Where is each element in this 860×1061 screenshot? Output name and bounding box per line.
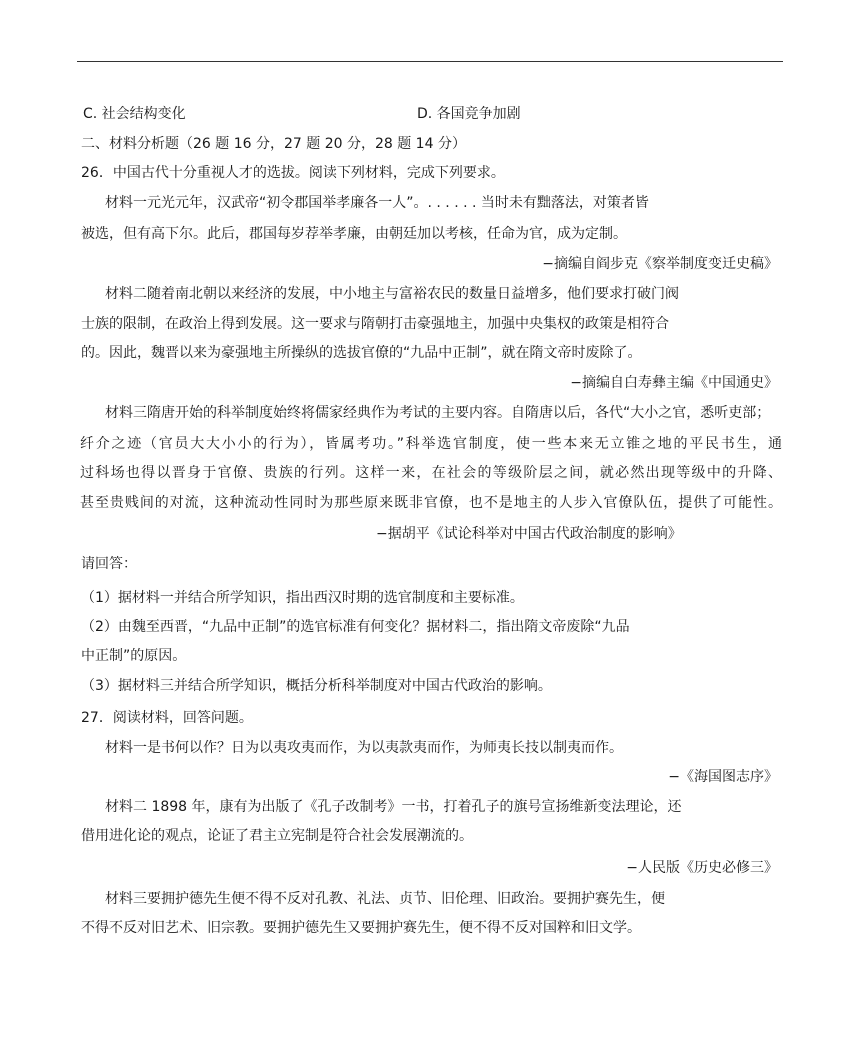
q27-material-3-line: 材料三要拥护德先生便不得不反对孔教、礼法、贞节、旧伦理、旧政治。要拥护赛先生，便	[105, 891, 665, 907]
q27-material-1: 材料一是书何以作？日为以夷攻夷而作，为以夷款夷而作，为师夷长技以制夷而作。	[105, 740, 623, 756]
q26-material-3-line: 甚至贵贱间的对流，这种流动性同时为那些原来既非官僚，也不是地主的人步入官僚队伍，提供了可能性。	[80, 495, 782, 511]
q27-material-3-line: 不得不反对旧艺术、旧宗教。要拥护德先生又要拥护赛先生，便不得不反对国粹和旧文学。	[81, 920, 641, 936]
q26-material-1-line: 材料一元光元年，汉武帝“初令郡国举孝廉各一人”。. . . . . . 当时未有黜落法，对策者皆	[105, 195, 649, 211]
q26-material-2-line: 士族的限制，在政治上得到发展。这一要求与隋朝打击豪强地主，加强中央集权的政策是相符合	[81, 316, 669, 332]
header-rule	[77, 61, 783, 62]
q26-sub-question-2: （2）由魏至西晋，“九品中正制”的选官标准有何变化？据材料二，指出隋文帝废除“九品	[81, 619, 630, 635]
q26-material-3-line: 材料三隋唐开始的科举制度始终将儒家经典作为考试的主要内容。自隋唐以后，各代“大小之官，悉听吏部；	[105, 405, 771, 421]
section-heading: 二、材料分析题（26 题 16 分，27 题 20 分，28 题 14 分）	[81, 136, 466, 152]
q26-prompt: 请回答：	[81, 556, 137, 572]
q26-sub-question-3: （3）据材料三并结合所学知识，概括分析科举制度对中国古代政治的影响。	[81, 678, 552, 694]
q27-material-2-line: 材料二 1898 年，康有为出版了《孔子改制考》一书，打着孔子的旗号宣扬维新变法理论，还	[105, 799, 682, 815]
q26-material-3-line: 纤介之迹（官员大大小小的行为），皆属考功。”科举选官制度，使一些本来无立锥之地的平民书生，通	[80, 436, 782, 452]
option-d: D. 各国竞争加剧	[417, 106, 521, 122]
q26-material-3-line: 过科场也得以晋身于官僚、贵族的行列。这样一来，在社会的等级阶层之间，就必然出现等级中的升降、	[80, 465, 782, 481]
q26-sub-question-1: （1）据材料一并结合所学知识，指出西汉时期的选官制度和主要标准。	[81, 590, 524, 606]
q27-material-1-source: −《海国图志序》	[668, 769, 778, 785]
q26-material-1-source: −摘编自阎步克《察举制度变迁史稿》	[542, 256, 778, 272]
q27-material-2-line: 借用进化论的观点，论证了君主立宪制是符合社会发展潮流的。	[81, 828, 473, 844]
q26-sub-question-2-cont: 中正制”的原因。	[81, 648, 187, 664]
q26-stem: 26．中国古代十分重视人才的选拔。阅读下列材料，完成下列要求。	[81, 165, 505, 181]
q26-material-1-line: 被选，但有高下尔。此后，郡国每岁荐举孝廉，由朝廷加以考核，任命为官，成为定制。	[81, 226, 627, 242]
q27-material-2-source: −人民版《历史必修三》	[626, 860, 778, 876]
q26-material-2-line: 的。因此，魏晋以来为豪强地主所操纵的选拔官僚的“九品中正制”，就在隋文帝时废除了。	[81, 345, 642, 361]
q26-material-2-line: 材料二随着南北朝以来经济的发展，中小地主与富裕农民的数量日益增多，他们要求打破门阀	[105, 286, 679, 302]
q26-material-2-source: −摘编自白寿彝主编《中国通史》	[570, 375, 778, 391]
q26-material-3-source: −据胡平《试论科举对中国古代政治制度的影响》	[376, 526, 682, 542]
option-c: C. 社会结构变化	[83, 106, 186, 122]
q27-stem: 27．阅读材料，回答问题。	[81, 710, 253, 726]
